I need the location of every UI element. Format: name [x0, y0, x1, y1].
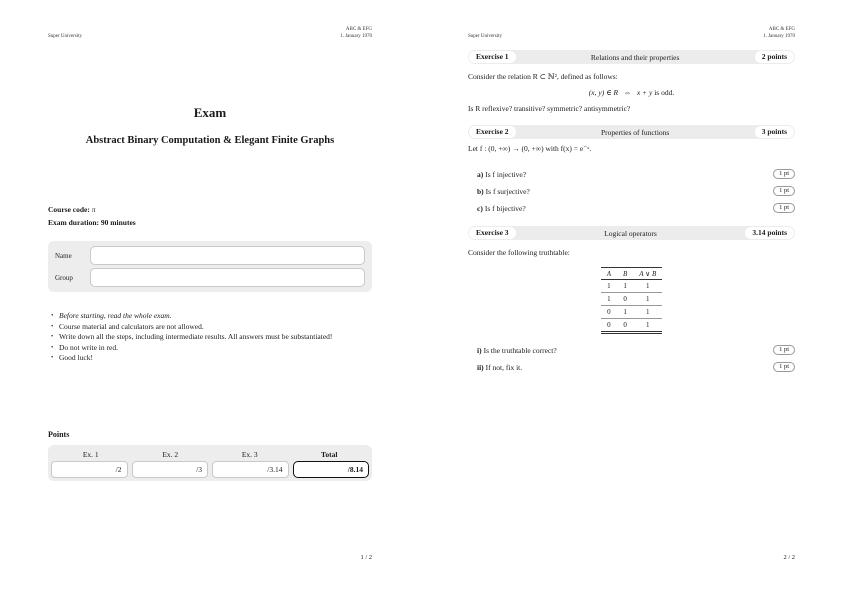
course-abbr: ABC & EFG	[768, 27, 795, 32]
header-right	[340, 27, 372, 40]
exercise-1-points-badge: 2 points	[755, 51, 794, 63]
exercise-3-title: Logical operators	[604, 228, 657, 238]
points-badge: 1 pt	[773, 362, 795, 373]
truth-table-cell: 1	[633, 280, 662, 293]
truth-table-cell: 1	[633, 293, 662, 306]
question-text: c) Is f bijective?	[477, 203, 526, 213]
points-cell-ex1: /2	[51, 461, 128, 478]
truth-table-row	[601, 280, 663, 293]
exam-title: Exam	[193, 105, 227, 120]
name-row	[55, 246, 365, 265]
exercise-1-title: Relations and their properties	[590, 52, 680, 62]
exam-duration-line: Exam duration: 90 minutes	[48, 218, 136, 227]
exercise-3-label-badge: Exercise 3	[469, 227, 516, 239]
truth-table-row	[601, 319, 663, 333]
points-col-ex1: Ex. 1	[82, 449, 99, 459]
exercise-3-intro: Consider the following truthtable:	[468, 248, 570, 257]
truth-table-container	[468, 267, 795, 334]
points-cell-ex2: /3	[132, 461, 209, 478]
truth-table-header-cell: A ∨ B	[633, 268, 662, 280]
instruction-item: • Course material and calculators are not allowed.	[50, 322, 372, 333]
page-2	[421, 0, 842, 595]
exercise-2-title: Properties of functions	[601, 127, 670, 137]
group-label: Group	[55, 273, 73, 282]
truth-table-row	[601, 293, 663, 306]
exercise-1-intro: Consider the relation R ⊂ ℕ², defined as follows:	[468, 72, 618, 81]
points-badge: 1 pt	[773, 345, 795, 356]
exercise-1-question: Is R reflexive? transitive? symmetric? antisymmetric?	[468, 104, 631, 113]
truth-table-cell: 1	[633, 306, 662, 319]
name-input[interactable]	[90, 246, 365, 265]
question-row-a	[468, 168, 795, 180]
points-badge: 1 pt	[773, 203, 795, 214]
question-row-ii	[468, 361, 795, 373]
points-cell-total: /8.14	[293, 461, 370, 478]
exercise-2-header	[468, 125, 795, 139]
group-row	[55, 268, 365, 287]
truth-table	[601, 267, 663, 334]
exercise-3-header	[468, 226, 795, 240]
course-code-line	[48, 203, 136, 216]
truth-table-cell: 1	[633, 319, 662, 333]
instructions-list	[50, 311, 372, 364]
truth-table-header-cell: A	[601, 268, 617, 280]
name-label: Name	[55, 251, 72, 260]
university-name: Super University	[48, 33, 83, 39]
page-header	[468, 27, 795, 40]
points-table	[48, 445, 372, 481]
instruction-item: • Before starting, read the whole exam.	[50, 311, 372, 322]
instruction-item: • Good luck!	[50, 353, 372, 364]
page-number: 1 / 2	[360, 554, 372, 561]
truth-table-cell: 1	[601, 280, 617, 293]
truth-table-cell: 0	[601, 319, 617, 333]
question-row-c	[468, 202, 795, 214]
truth-table-header-cell: B	[617, 268, 633, 280]
points-table-values	[51, 461, 369, 478]
points-badge: 1 pt	[773, 169, 795, 180]
question-text: ii) If not, fix it.	[477, 362, 523, 372]
exam-date: 1. January 1970	[763, 33, 795, 39]
points-badge: 1 pt	[773, 186, 795, 197]
header-right	[763, 27, 795, 40]
university-name: Super University	[468, 33, 503, 39]
formula-math: (x, y) ∈ R ⇔ x + y	[588, 88, 653, 97]
truth-table-cell: 1	[601, 293, 617, 306]
name-group-box	[48, 241, 372, 292]
points-col-total: Total	[321, 449, 338, 459]
truth-table-cell: 0	[601, 306, 617, 319]
course-code-value: π	[91, 205, 96, 214]
group-input[interactable]	[90, 268, 365, 287]
points-heading: Points	[48, 430, 70, 439]
points-col-ex2: Ex. 2	[162, 449, 179, 459]
page-number: 2 / 2	[783, 554, 795, 561]
question-text: i) Is the truthtable correct?	[477, 345, 557, 355]
exercise-3-points-badge: 3.14 points	[745, 227, 794, 239]
formula-text: is odd.	[652, 88, 675, 97]
question-text: b) Is f surjective?	[477, 186, 530, 196]
points-cell-ex3: /3.14	[212, 461, 289, 478]
course-code-label: Course code:	[48, 205, 90, 214]
instruction-item: • Write down all the steps, including intermediate results. All answers must be substantiated!	[50, 332, 372, 343]
question-row-b	[468, 185, 795, 197]
truth-table-cell: 0	[617, 293, 633, 306]
points-col-ex3: Ex. 3	[241, 449, 258, 459]
question-text: a) Is f injective?	[477, 169, 527, 179]
truth-table-cell: 1	[617, 280, 633, 293]
exercise-1-label-badge: Exercise 1	[469, 51, 516, 63]
truth-table-header-row	[601, 268, 663, 280]
exercise-2-label-badge: Exercise 2	[469, 126, 516, 138]
exam-date: 1. January 1970	[340, 33, 372, 39]
question-row-i	[468, 344, 795, 356]
truth-table-row	[601, 306, 663, 319]
course-info	[48, 203, 136, 229]
page-header	[48, 27, 372, 40]
instruction-item: • Do not write in red.	[50, 343, 372, 354]
truth-table-cell: 0	[617, 319, 633, 333]
course-abbr: ABC & EFG	[345, 27, 372, 32]
points-table-header	[51, 447, 369, 461]
exercise-1-header	[468, 50, 795, 64]
exercise-2-points-badge: 3 points	[755, 126, 794, 138]
truth-table-cell: 1	[617, 306, 633, 319]
exercise-2-intro: Let f : (0, +∞) → (0, +∞) with f(x) = e⁻ˣ.	[468, 144, 592, 153]
exercise-1-formula	[468, 88, 795, 97]
exam-subtitle: Abstract Binary Computation & Elegant Finite Graphs	[85, 135, 335, 146]
